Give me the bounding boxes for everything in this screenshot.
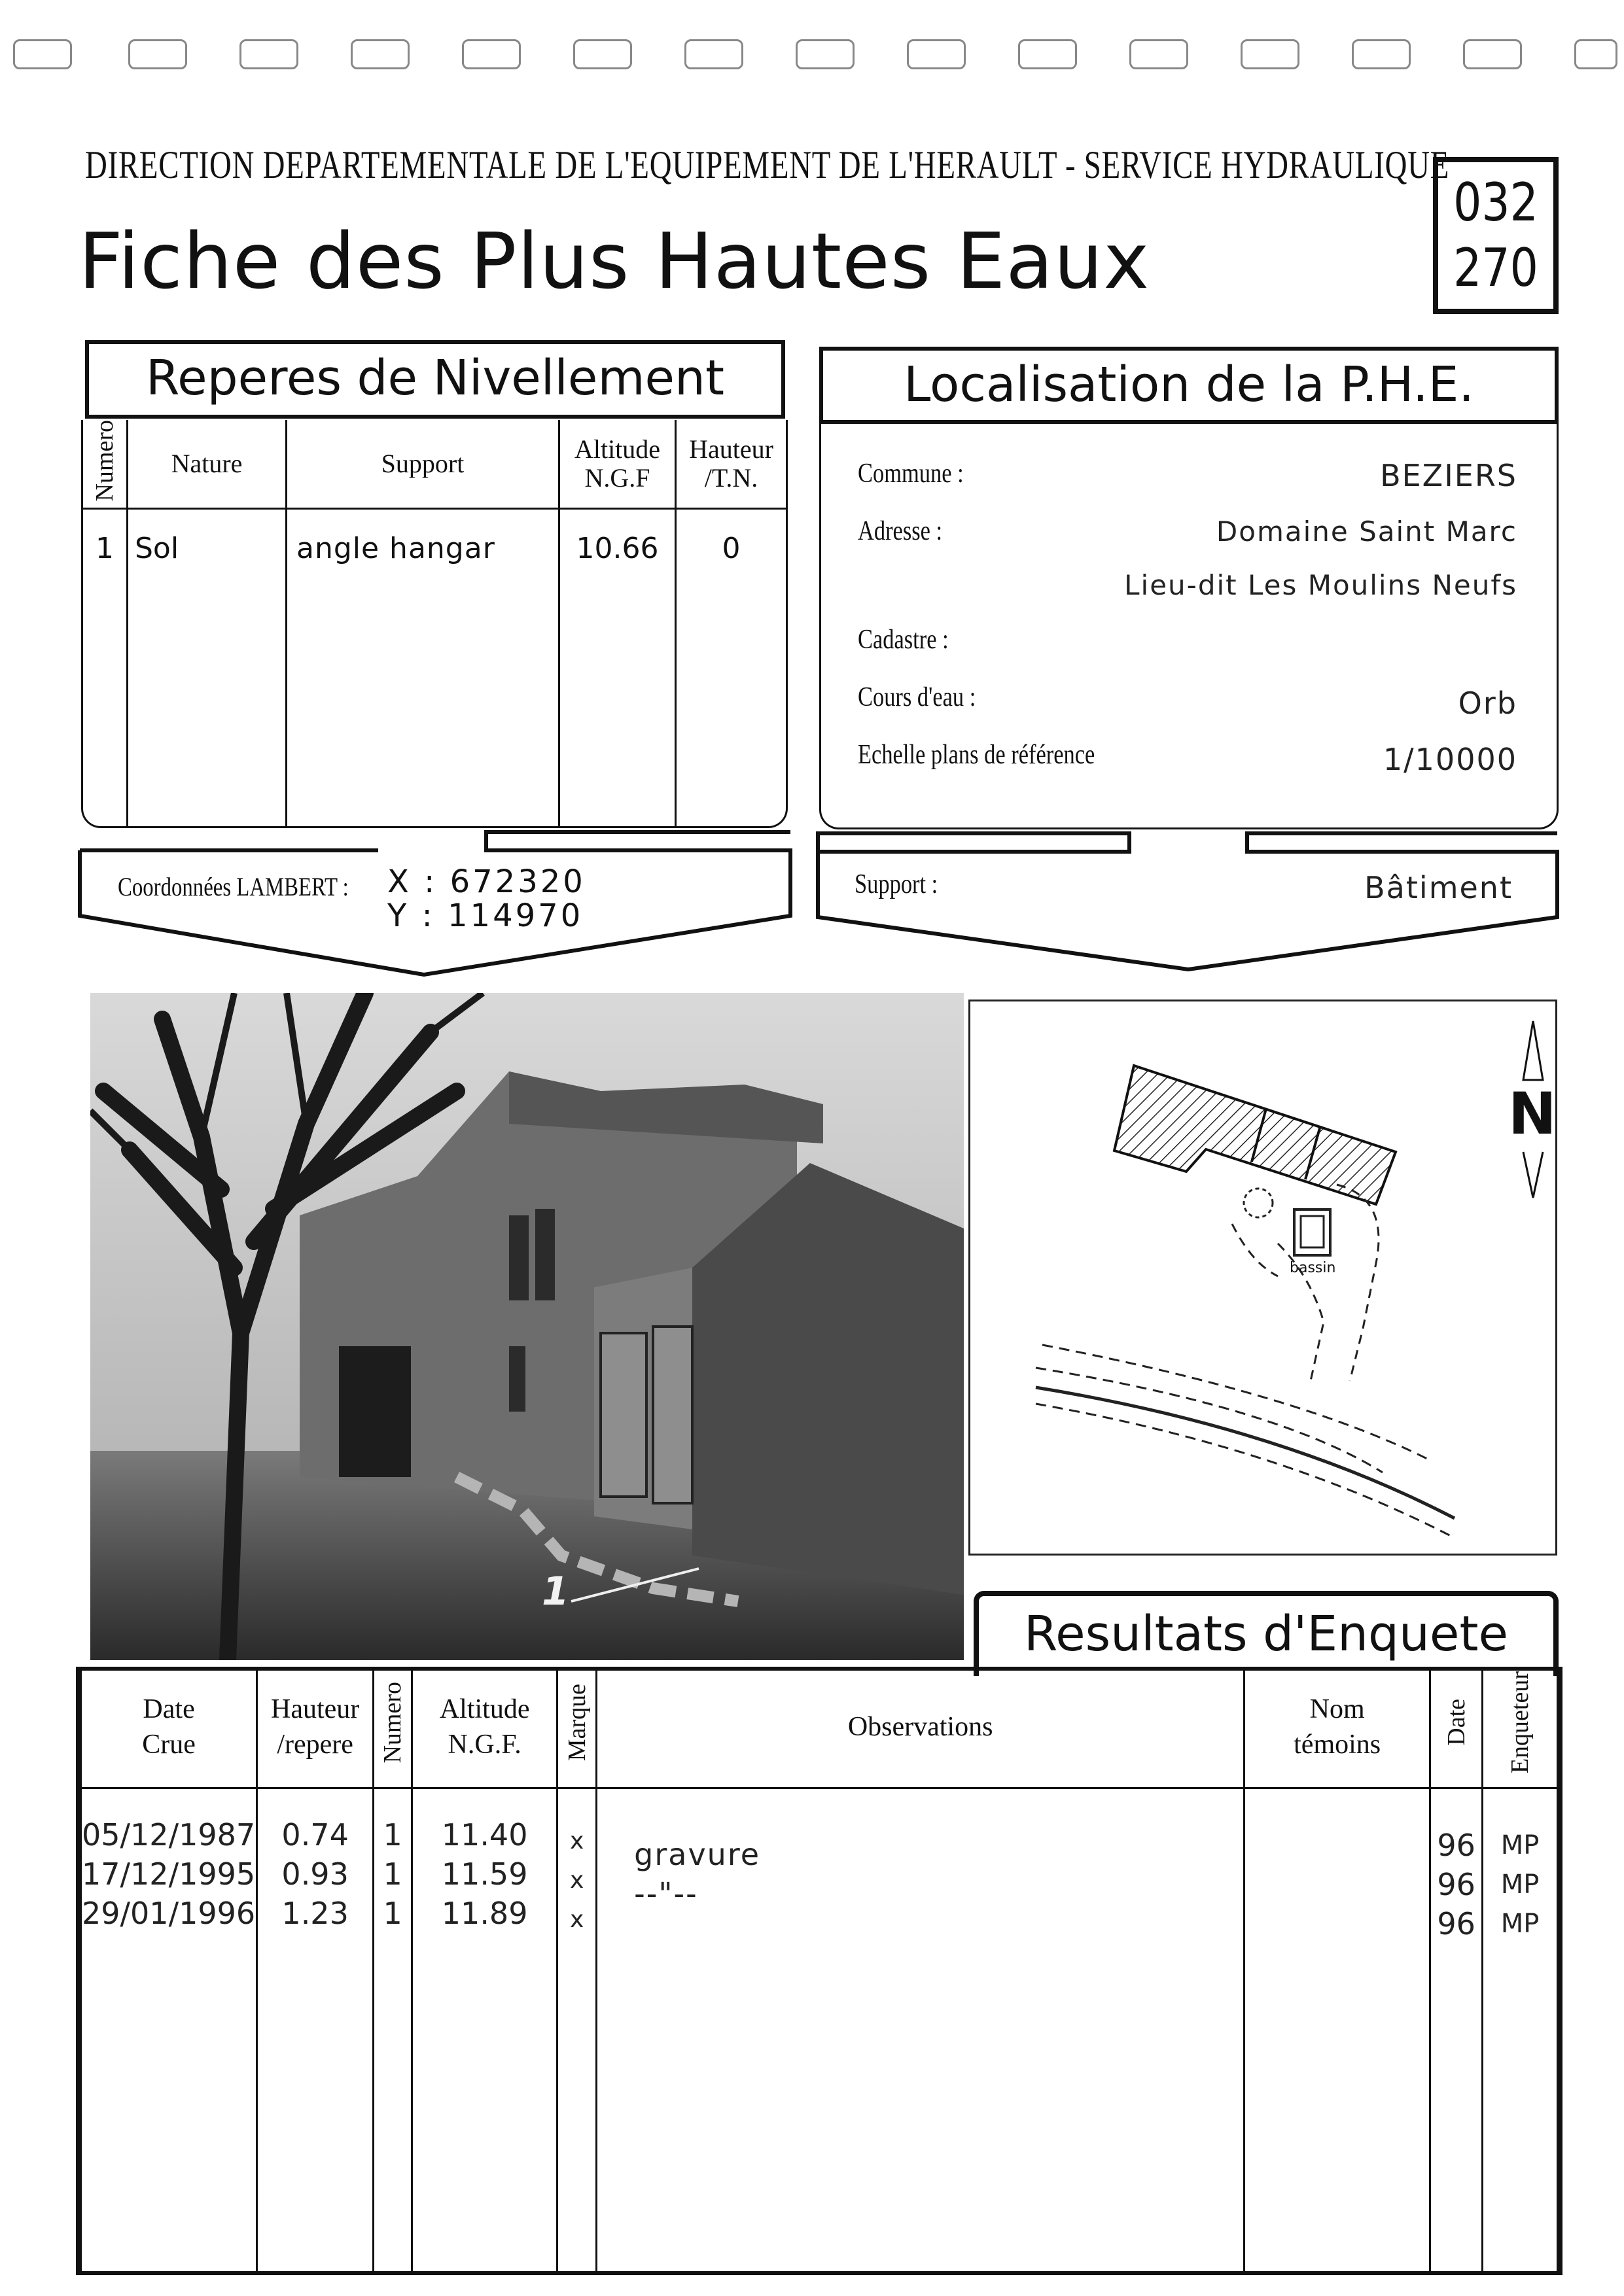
binder-hole <box>13 39 72 69</box>
commune-value: BEZIERS <box>1380 458 1517 493</box>
sheet-code <box>1433 157 1559 314</box>
col-numero: Numero <box>83 420 128 508</box>
col-support: Support <box>287 420 559 508</box>
code-bottom: 270 <box>1453 237 1538 298</box>
col-numero: Numero <box>374 1667 412 1788</box>
echelle-label: Echelle plans de référence <box>858 740 1095 770</box>
col-hauteur-repere: Hauteur /repere <box>257 1667 374 1788</box>
resultats-table <box>80 1667 1559 2271</box>
reperes-table <box>83 420 786 828</box>
resultats-table-frame <box>76 1667 1562 2275</box>
cell-numero: 1 1 1 <box>374 1788 412 2272</box>
code-top: 032 <box>1453 172 1538 233</box>
resultats-title: Resultats d'Enquete <box>1024 1606 1508 1662</box>
cell-temoins <box>1244 1788 1430 2272</box>
localisation-title-box <box>819 347 1559 424</box>
reperes-title-box <box>85 340 785 419</box>
support-label: Support : <box>855 869 938 899</box>
repere-numero: 1 <box>96 531 114 565</box>
bassin-label: bassin <box>1290 1260 1336 1276</box>
lambert-x: X : 672320 <box>387 863 586 900</box>
adresse-label: Adresse : <box>858 516 943 546</box>
col-date-enquete: Date <box>1430 1667 1483 1788</box>
resultats-title-box <box>974 1591 1559 1676</box>
binder-hole <box>1574 39 1617 69</box>
lambert-label: Coordonnées LAMBERT : <box>118 872 349 901</box>
north-icon: N <box>1508 1080 1557 1147</box>
echelle-value: 1/10000 <box>1383 742 1517 777</box>
cours-eau-value: Orb <box>1458 686 1517 721</box>
cell-date-crue: 05/12/1987 17/12/1995 29/01/1996 <box>81 1788 257 2272</box>
binder-hole <box>1018 39 1077 69</box>
support-value: Bâtiment <box>1364 870 1513 905</box>
adresse-line-2: Lieu-dit Les Moulins Neufs <box>1124 569 1517 601</box>
col-observations: Observations <box>597 1667 1244 1788</box>
binder-hole <box>1352 39 1411 69</box>
location-plan <box>968 1000 1557 1556</box>
col-date-crue: Date Crue <box>81 1667 257 1788</box>
binder-hole <box>1129 39 1188 69</box>
cours-eau-label: Cours d'eau : <box>858 682 976 712</box>
repere-hauteur: 0 <box>676 508 786 828</box>
binder-hole <box>907 39 966 69</box>
col-altitude-ngf: Altitude N.G.F. <box>412 1667 557 1788</box>
binder-hole <box>684 39 743 69</box>
binder-holes <box>0 31 1624 71</box>
commune-label: Commune : <box>858 459 964 489</box>
department-header: DIRECTION DEPARTEMENTALE DE L'EQUIPEMENT DE L'HERAULT - SERVICE HYDRAULIQUE <box>85 143 1450 186</box>
cell-date-enquete: 96 96 96 <box>1430 1788 1483 2272</box>
binder-hole <box>1241 39 1299 69</box>
cell-observations: gravure --"-- <box>597 1788 1244 2272</box>
col-altitude: Altitude N.G.F <box>559 420 676 508</box>
page-title: Fiche des Plus Hautes Eaux <box>79 216 1150 306</box>
photo-marker: 1 <box>542 1569 569 1614</box>
cadastre-label: Cadastre : <box>858 625 949 655</box>
cell-marque: x x x <box>557 1788 597 2272</box>
repere-nature: Sol <box>128 508 287 828</box>
adresse-line-1: Domaine Saint Marc <box>1216 515 1517 548</box>
binder-hole <box>351 39 410 69</box>
cell-enqueteur: MP MP MP <box>1483 1788 1558 2272</box>
lambert-y: Y : 114970 <box>387 897 584 934</box>
reperes-table-frame <box>81 420 788 828</box>
col-hauteur: Hauteur /T.N. <box>676 420 786 508</box>
localisation-title: Localisation de la P.H.E. <box>904 357 1474 413</box>
cell-altitude: 11.40 11.59 11.89 <box>412 1788 557 2272</box>
localisation-frame <box>819 424 1559 829</box>
table-row <box>81 1788 1558 2272</box>
binder-hole <box>462 39 521 69</box>
col-nature: Nature <box>128 420 287 508</box>
binder-hole <box>796 39 855 69</box>
repere-altitude: 10.66 <box>559 508 676 828</box>
col-marque: Marque <box>557 1667 597 1788</box>
building-photo <box>90 993 964 1660</box>
binder-hole <box>128 39 187 69</box>
binder-hole <box>239 39 298 69</box>
col-enqueteur: Enqueteur <box>1483 1667 1558 1788</box>
reperes-title: Reperes de Nivellement <box>146 350 724 406</box>
repere-support: angle hangar <box>287 508 559 828</box>
table-row <box>83 508 786 828</box>
cell-hauteur: 0.74 0.93 1.23 <box>257 1788 374 2272</box>
binder-hole <box>1463 39 1522 69</box>
binder-hole <box>573 39 632 69</box>
col-nom-temoins: Nom témoins <box>1244 1667 1430 1788</box>
